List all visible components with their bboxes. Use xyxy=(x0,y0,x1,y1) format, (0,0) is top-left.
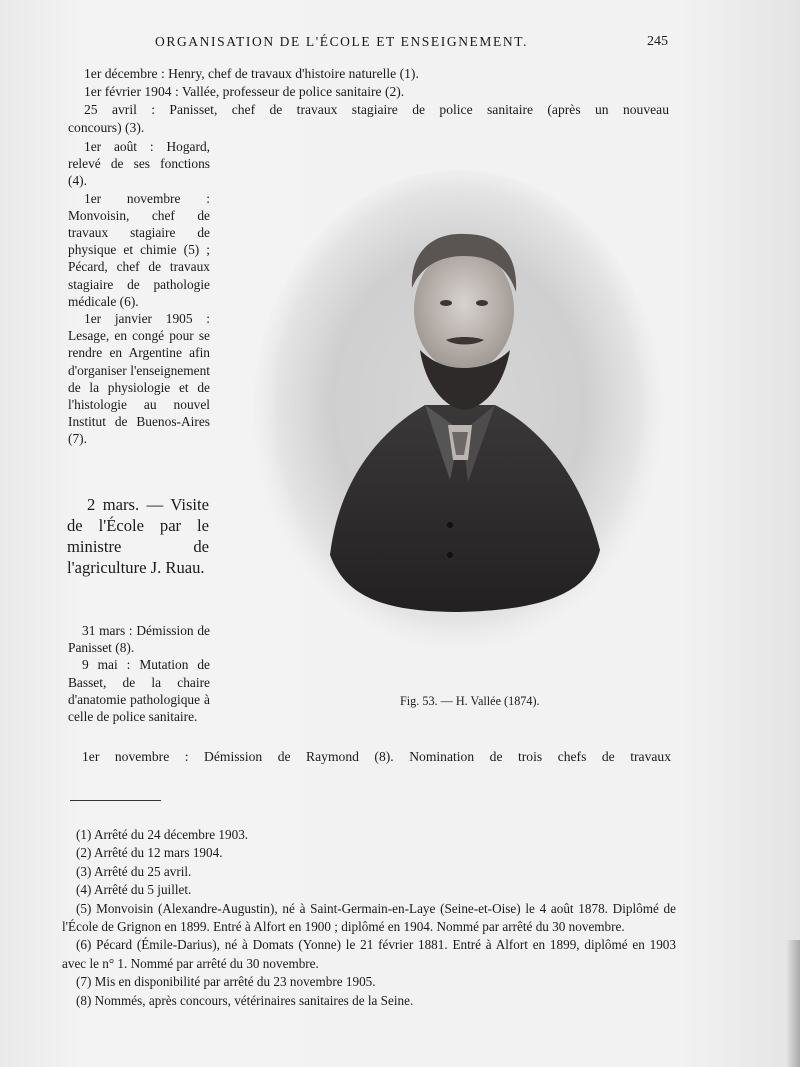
narrow-column xyxy=(68,138,210,448)
after-column xyxy=(68,622,210,725)
footnote xyxy=(62,881,676,899)
running-title: ORGANISATION DE L'ÉCOLE ET ENSEIGNEMENT. xyxy=(155,34,529,49)
body-line: 25 avril : Panisset, chef de travaux stagiaire de police sanitaire (après un nouveau xyxy=(84,102,669,117)
footnote-text: (4) Arrêté du 5 juillet. xyxy=(76,882,192,898)
figure-caption: Fig. 53. — H. Vallée (1874). xyxy=(400,694,540,708)
body-line: 1er décembre : Henry, chef de travaux d'histoire naturelle (1). xyxy=(84,66,419,81)
footnote xyxy=(62,992,676,1010)
footnote-text: (3) Arrêté du 25 avril. xyxy=(76,863,192,879)
footnote-separator xyxy=(70,800,161,801)
footnote-text: (7) Mis en disponibilité par arrêté du 23 novembre 1905. xyxy=(76,974,376,990)
narrow-paragraph: 1er novembre : Monvoisin, chef de travaux stagiaire de physique et chimie (5) ; Pécard, chef de travaux stagiaire de pathologie médicale (6). xyxy=(68,190,210,309)
footnote-text: (2) Arrêté du 12 mars 1904. xyxy=(76,845,223,861)
body-line: concours) (3). xyxy=(68,120,145,135)
narrow-paragraph: 1er août : Hogard, relevé de ses fonctions (4). xyxy=(68,139,210,189)
footnote-text: (1) Arrêté du 24 décembre 1903. xyxy=(76,827,249,842)
after-paragraph: 9 mai : Mutation de Basset, de la chaire d'anatomie pathologique à celle de police sanitaire. xyxy=(68,657,210,725)
after-paragraph: 31 mars : Démission de Panisset (8). xyxy=(68,623,210,656)
narrow-paragraph: 1er janvier 1905 : Lesage, en congé pour se rendre en Argentine afin d'organiser l'enseignement de la physiologie et de l'histologie au nouvel Institut de Buenos-Aires (7). xyxy=(68,311,210,447)
closing-line: 1er novembre : Démission de Raymond (8). Nomination de trois chefs de travaux xyxy=(82,749,671,764)
footnote-text: (8) Nommés, après concours, vétérinaires sanitaires de la Seine. xyxy=(76,992,414,1008)
body-line: 1er février 1904 : Vallée, professeur de police sanitaire (2). xyxy=(84,84,405,99)
large-paragraph: 2 mars. — Visite de l'École par le ministre de l'agriculture J. Ruau. xyxy=(67,495,209,577)
portrait-photo xyxy=(250,170,665,665)
footnote: (5) Monvoisin (Alexandre-Augustin), né à Saint-Germain-en-Laye (Seine-et-Oise) le 4 août 1878. Diplômé de l'École de Grignon en 1899. Entré à Alfort en 1900 ; diplômé en 1904. Nommé par arrêté du 30 novembre. xyxy=(62,900,676,935)
footnotes xyxy=(62,826,676,1010)
footnote: (6) Pécard (Émile-Darius), né à Domats (Yonne) le 21 février 1881. Entré à Alfort en 1899, diplômé en 1903 avec le n° 1. Nommé par arrêté du 30 novembre. xyxy=(62,937,676,971)
footnote xyxy=(62,844,676,862)
footnote xyxy=(62,863,676,881)
large-paragraph-block xyxy=(67,494,209,578)
page-edge-shadow xyxy=(786,940,800,1067)
footnote xyxy=(62,973,676,991)
page-number: 245 xyxy=(647,34,668,49)
footnote xyxy=(62,826,676,844)
